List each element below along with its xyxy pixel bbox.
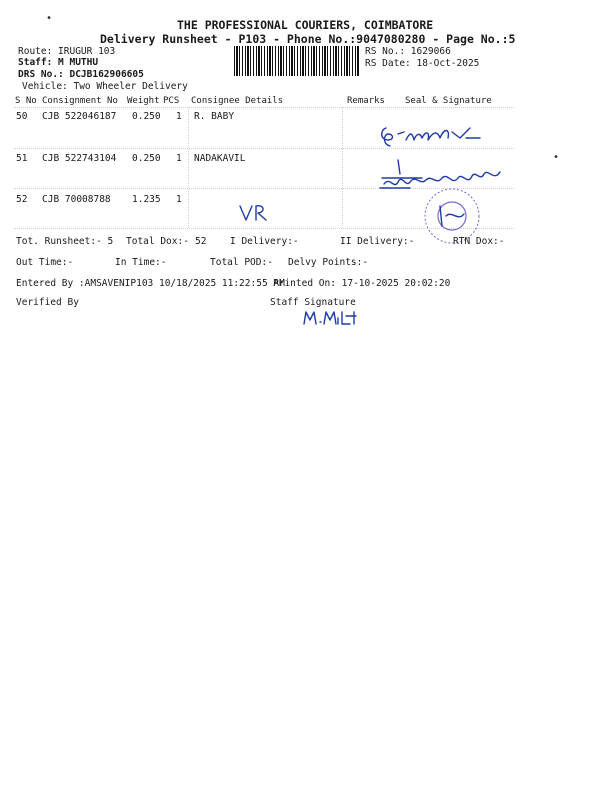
col-sno: S No: [15, 96, 37, 106]
rtn-dox: RTN Dox:-: [453, 236, 505, 247]
vehicle-label: Vehicle: Two Wheeler Delivery: [22, 81, 188, 92]
delvy-points: Delvy Points:-: [288, 257, 369, 268]
column-divider: [188, 107, 189, 228]
scan-dot: •: [46, 13, 53, 24]
scan-dot: •: [553, 152, 560, 163]
i-delivery: I Delivery:-: [230, 236, 299, 247]
route-label: Route: IRUGUR 103: [18, 46, 116, 57]
in-time: In Time:-: [115, 257, 167, 268]
cell-consignment: CJB 522743104: [42, 153, 117, 164]
total-dox-label: Total Dox:-: [126, 236, 189, 247]
verified-by: Verified By: [16, 297, 79, 308]
cell-weight: 0.250: [132, 153, 161, 164]
cell-sno: 51: [16, 153, 28, 164]
company-title: THE PROFESSIONAL COURIERS, COIMBATORE: [177, 18, 434, 32]
signature-row-50: [376, 120, 506, 152]
staff-signature: [300, 308, 364, 328]
col-consignee: Consignee Details: [191, 96, 284, 106]
cell-weight: 0.250: [132, 111, 161, 122]
cell-consignment: CJB 70008788: [42, 194, 111, 205]
printed-on: Printed On: 17-10-2025 20:02:20: [273, 278, 451, 289]
col-remarks: Remarks: [347, 96, 385, 106]
col-weight: Weight: [127, 96, 160, 106]
row-divider: [14, 107, 514, 108]
cell-weight: 1.235: [132, 194, 161, 205]
cell-consignment: CJB 522046187: [42, 111, 117, 122]
out-time: Out Time:-: [16, 257, 74, 268]
rs-date: RS Date: 18-Oct-2025: [365, 58, 480, 69]
staff-signature-label: Staff Signature: [270, 297, 356, 308]
tot-runsheet: Tot. Runsheet:- 5: [16, 236, 114, 247]
ii-delivery: II Delivery:-: [340, 236, 415, 247]
cell-pcs: 1: [176, 153, 182, 164]
entered-by: Entered By :AMSAVENIP103 10/18/2025 11:22:55 AM: [16, 278, 285, 289]
cell-consignee: R. BABY: [194, 111, 235, 122]
col-pcs: PCS: [163, 96, 180, 106]
cell-pcs: 1: [176, 111, 182, 122]
staff-label: Staff: M MUTHU: [18, 57, 99, 68]
cell-pcs: 1: [176, 194, 182, 205]
runsheet-title: Delivery Runsheet - P103 - Phone No.:9047080280 - Page No.:5: [100, 32, 516, 46]
remark-vr-handwriting: [236, 202, 276, 224]
rs-number: RS No.: 1629066: [365, 46, 451, 57]
cell-sno: 52: [16, 194, 28, 205]
cell-sno: 50: [16, 111, 28, 122]
total-dox-value: 52: [195, 236, 207, 247]
column-divider: [342, 107, 343, 228]
col-seal-signature: Seal & Signature: [405, 96, 492, 106]
cell-consignee: NADAKAVIL: [194, 153, 246, 164]
drs-number: DRS No.: DCJB162906605: [18, 69, 144, 80]
barcode-image: [234, 46, 360, 76]
col-consignment: Consignment No: [42, 96, 118, 106]
total-pod: Total POD:-: [210, 257, 273, 268]
